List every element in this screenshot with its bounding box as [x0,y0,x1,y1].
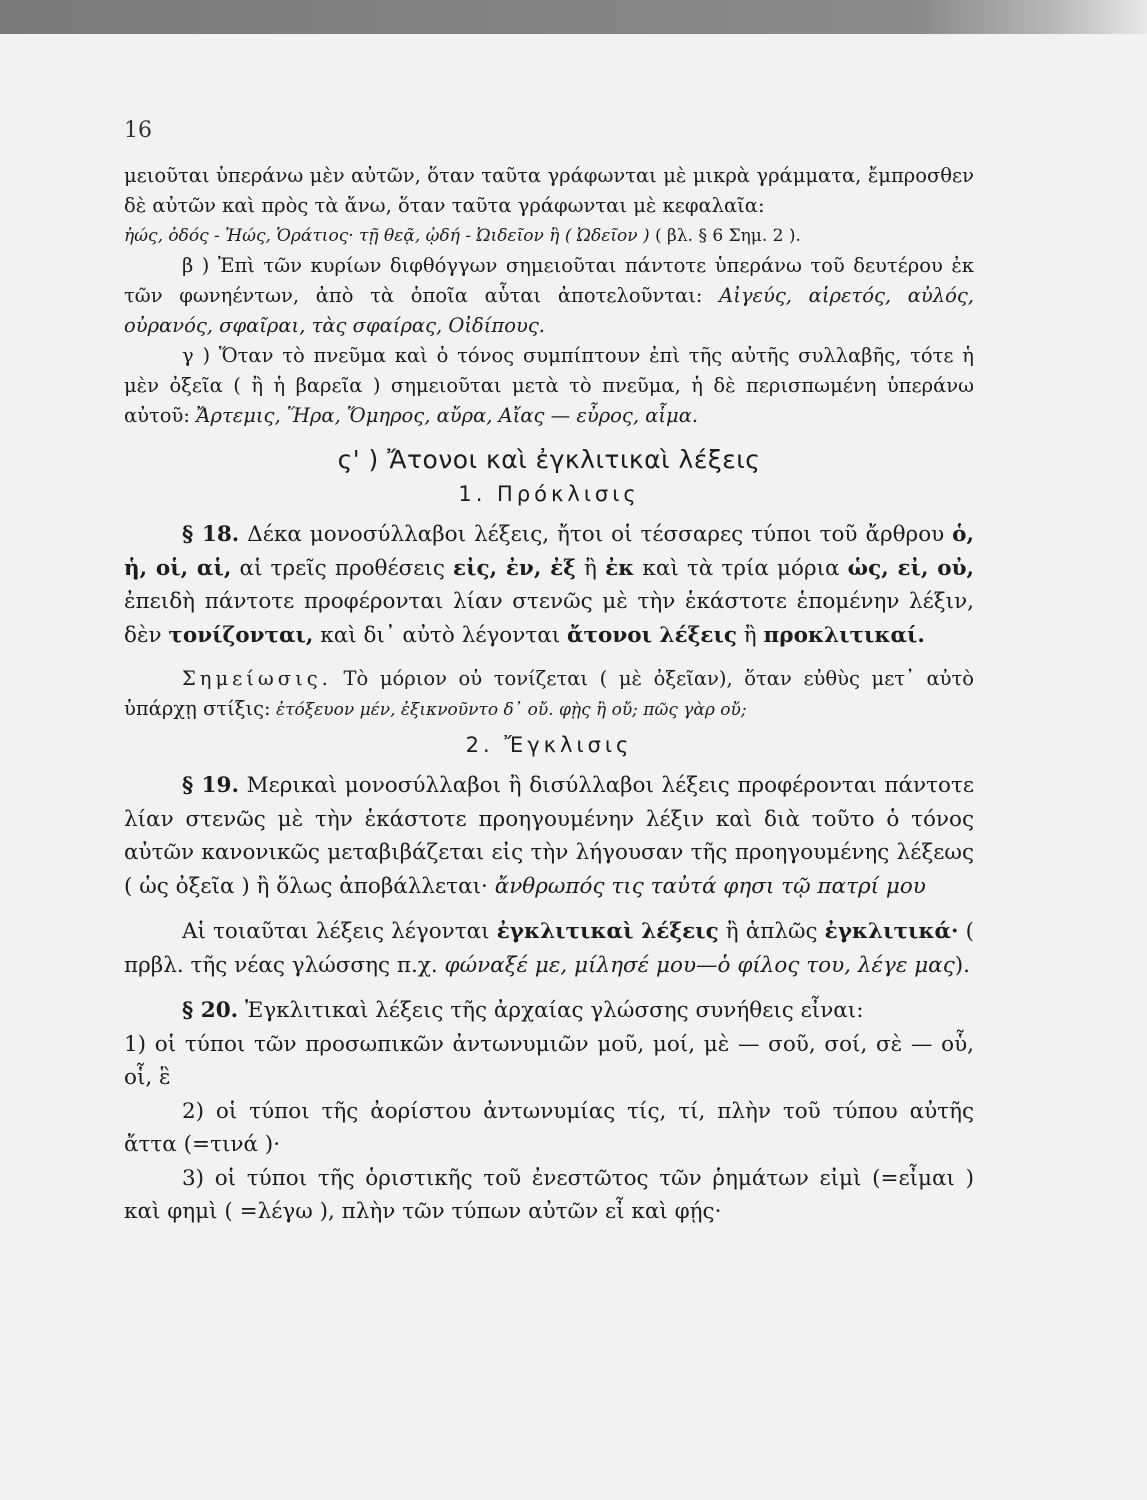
text-line: μειοῦται ὑπεράνω μὲν αὐτῶν, ὅταν ταῦτα γράφωνται μὲ μικρὰ γράμματα, [124,164,862,187]
example-text: ἐτόξευον μέν, ἐξικνοῦντο δ᾽ οὔ. φῂς ἢ οὔ; πῶς γὰρ οὔ; [270,700,747,720]
paragraph-20 [124,994,974,1028]
paragraph-text: β ) Ἐπὶ τῶν κυρίων διφθόγγων σημειοῦται πάντοτε ὑπεράνω τοῦ δευτέρου ἐκ τῶν φωνηέντων, ἀπὸ τὰ ὁποῖα αὗται ἀποτελοῦνται: [124,254,974,307]
paragraph-18 [124,518,974,652]
text: ἢ [736,622,764,648]
section-number: § 18. [182,522,240,547]
paragraph-text: γ ) Ὅταν τὸ πνεῦμα καὶ ὁ τόνος συμπίπτουν ἐπὶ τῆς αὐτῆς συλλαβῆς, τότε ἡ μὲν ὀξεῖα ( ἢ ἡ βαρεῖα ) σημειοῦται μετὰ τὸ πνεῦμα, ἡ δὲ περισπωμένη ὑπεράνω αὐτοῦ: [124,344,974,427]
text: καὶ τὰ τρία μόρια [634,555,848,581]
subsection-heading-proclisis: 1. Πρόκλισις [458,482,640,506]
list-item-3: 3) οἱ τύποι τῆς ὁριστικῆς τοῦ ἐνεστῶτος τῶν ῥημάτων εἰμὶ (=εἶμαι ) καὶ φημὶ ( =λέγω ), πλὴν τῶν τύπων αὐτῶν εἶ καὶ φῄς· [124,1165,974,1224]
paragraph-gamma [124,341,974,431]
example-text: Ἄρτεμις, Ἥρα, Ὅμηρος, αὔρα, Αἴας — εὖρος, αἷμα. [189,404,699,427]
subsection-heading-enclisis: 2. Ἔγκλισις [465,733,633,757]
spacer [124,652,974,664]
text-line: ἔμπροσθεν δὲ αὐτῶν καὶ πρὸς τὰ ἄνω, ὅταν ταῦτα γράφωνται μὲ κεφαλαῖα: [124,164,974,217]
bold-term: ὁ, ἡ, οἱ, αἱ, [124,522,974,581]
note-label: Σημείωσις. [182,667,332,690]
reference-text: ( βλ. § 6 Σημ. 2 ). [649,226,801,246]
section-heading: ς' ) Ἄτονοι καὶ ἐγκλιτικαὶ λέξεις [337,445,761,474]
example-text: φώναξέ με, μίλησέ μου—ὁ φίλος του, λέγε μας [444,952,955,978]
text: Μερικαὶ μονοσύλλαβοι ἢ δισύλλαβοι λέξεις προφέρονται πάντοτε λίαν στενῶς μὲ τὴν ἑκάστοτε προηγουμένην λέξιν καὶ διὰ τοῦτο ὁ τόνος αὐτῶν κανονικῶς μεταβιβάζεται εἰς τὴν λήγουσαν τῆς προηγουμένης λέξεως ( ὡς ὀξεῖα ) ἢ ὅλως ἀποβάλλεται· [124,773,974,899]
bold-term: προκλιτικαί. [763,622,925,648]
example-text: ἄνθρωπός τις ταὐτά φησι τῷ πατρί μου [487,873,926,899]
paragraph-19 [124,769,974,903]
list-item-2: 2) οἱ τύποι τῆς ἀορίστου ἀντωνυμίας τίς, τί, πλὴν τοῦ τύπου αὐτῆς ἄττα (=τινά )· [124,1098,974,1157]
section-number: § 20. [182,998,239,1023]
bold-term: τονίζονται, [168,622,314,648]
paragraph-beta [124,251,974,341]
example-text: Αἰγεύς, αἱρετός, αὐλός, οὐρανός, σφαῖραι, τὰς σφαίρας, Οἰδίπους. [124,284,975,337]
text: ἢ ἁπλῶς [718,919,825,944]
paragraph-19b [124,915,974,982]
spacer [124,982,974,994]
bold-term: εἰς, ἐν, ἐξ [453,555,576,581]
example-text: ἠώς, ὁδός - Ἠώς, Ὁράτιος· τῇ θεᾷ, ᾠδή - Ὠιδεῖον ἢ ( Ὠδεῖον ) [124,226,650,246]
example-line [124,221,974,251]
text: καὶ δι᾽ αὐτὸ λέγονται [313,622,568,648]
text: ἐπειδὴ πάντοτε προφέρονται λίαν στενῶς μὲ τὴν ἑκάστοτε ἑπομένην λέξιν, δὲν [124,589,974,648]
text: Δέκα μονοσύλλαβοι λέξεις, ἤτοι οἱ τέσσαρες τύποι τοῦ ἄρθρου [239,522,953,547]
bold-term: ἐγκλιτικά· [824,919,959,944]
bold-term: ἐκ [605,555,635,581]
spacer [124,903,974,915]
text: ( πρβλ. τῆς νέας γλώσσης π.χ. [124,919,974,978]
bold-term: ἐγκλιτικαὶ λέξεις [496,919,719,944]
paragraph-continuation [124,161,974,221]
page-number: 16 [124,118,152,143]
bold-term: ἄτονοι λέξεις [567,622,737,648]
text: Αἱ τοιαῦται λέξεις λέγονται [182,919,497,944]
note-text: Τὸ μόριον οὐ τονίζεται ( μὲ ὀξεῖαν), ὅταν εὐθὺς μετ᾽ αὐτὸ ὑπάρχῃ στίξις: [124,667,974,720]
note-18 [124,664,974,725]
text: αἱ τρεῖς προθέσεις [231,555,454,581]
section-number: § 19. [182,773,239,798]
text: Ἐγκλιτικαὶ λέξεις τῆς ἀρχαίας γλώσσης συνήθεις εἶναι: [238,998,864,1023]
scan-border [0,0,1147,34]
text: ). [954,952,970,978]
text: ἢ [575,555,606,581]
bold-term: ὡς, εἰ, οὐ, [847,555,974,581]
document-page [124,110,974,1229]
list-item-1: 1) οἱ τύποι τῶν προσωπικῶν ἀντωνυμιῶν μοῦ, μοί, μὲ — σοῦ, σοί, σὲ — οὗ, οἷ, ἓ [124,1031,974,1090]
